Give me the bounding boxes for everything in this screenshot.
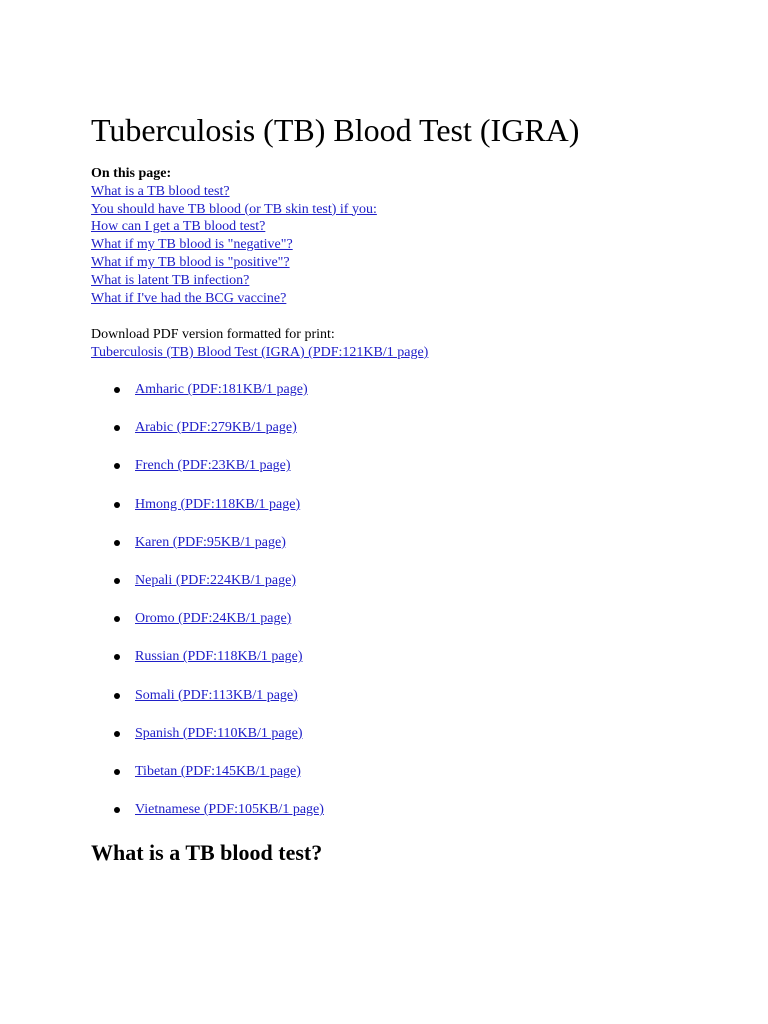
- list-item: [91, 374, 324, 412]
- language-link-somali[interactable]: Somali (PDF:113KB/1 page): [135, 687, 298, 703]
- toc-link-negative-result[interactable]: What if my TB blood is "negative"?: [91, 237, 293, 253]
- toc-link-latent-tb[interactable]: What is latent TB infection?: [91, 272, 250, 288]
- toc-link-who-should-test[interactable]: You should have TB blood (or TB skin test) if you:: [91, 201, 377, 217]
- toc-link-how-to-get-test[interactable]: How can I get a TB blood test?: [91, 219, 266, 235]
- bullet-icon: [114, 654, 120, 660]
- bullet-icon: [114, 578, 120, 584]
- download-pdf-link[interactable]: Tuberculosis (TB) Blood Test (IGRA) (PDF:121KB/1 page): [91, 345, 429, 360]
- toc-link-what-is-tb-blood-test[interactable]: What is a TB blood test?: [91, 183, 230, 199]
- toc-link-positive-result[interactable]: What if my TB blood is "positive"?: [91, 254, 290, 270]
- list-item: [91, 718, 324, 756]
- list-item: [91, 527, 324, 565]
- language-link-tibetan[interactable]: Tibetan (PDF:145KB/1 page): [135, 763, 301, 779]
- list-item: [91, 756, 324, 794]
- list-item: [91, 565, 324, 603]
- bullet-icon: [114, 616, 120, 622]
- page-title: Tuberculosis (TB) Blood Test (IGRA): [91, 112, 580, 148]
- language-pdf-list: [91, 374, 324, 832]
- list-item: [91, 450, 324, 488]
- list-item: [91, 412, 324, 450]
- toc-links: [91, 183, 377, 308]
- bullet-icon: [114, 731, 120, 737]
- toc-link-bcg-vaccine[interactable]: What if I've had the BCG vaccine?: [91, 290, 287, 306]
- list-item: [91, 641, 324, 679]
- bullet-icon: [114, 769, 120, 775]
- language-link-spanish[interactable]: Spanish (PDF:110KB/1 page): [135, 725, 303, 741]
- language-link-oromo[interactable]: Oromo (PDF:24KB/1 page): [135, 611, 292, 627]
- download-section: [91, 326, 428, 362]
- bullet-icon: [114, 502, 120, 508]
- bullet-icon: [114, 693, 120, 699]
- bullet-icon: [114, 425, 120, 431]
- language-link-amharic[interactable]: Amharic (PDF:181KB/1 page): [135, 382, 308, 397]
- language-link-karen[interactable]: Karen (PDF:95KB/1 page): [135, 534, 286, 550]
- list-item: [91, 680, 324, 718]
- bullet-icon: [114, 807, 120, 813]
- list-item: [91, 794, 324, 832]
- table-of-contents: [91, 165, 377, 307]
- language-link-vietnamese[interactable]: Vietnamese (PDF:105KB/1 page): [135, 802, 324, 818]
- bullet-icon: [114, 463, 120, 469]
- language-link-hmong[interactable]: Hmong (PDF:118KB/1 page): [135, 496, 301, 512]
- bullet-icon: [114, 540, 120, 546]
- language-link-russian[interactable]: Russian (PDF:118KB/1 page): [135, 649, 303, 665]
- bullet-icon: [114, 387, 120, 393]
- section-heading: What is a TB blood test?: [91, 840, 323, 865]
- download-label: Download PDF version formatted for print:: [91, 327, 335, 342]
- language-link-french[interactable]: French (PDF:23KB/1 page): [135, 458, 291, 474]
- language-link-arabic[interactable]: Arabic (PDF:279KB/1 page): [135, 420, 297, 436]
- list-item: [91, 489, 324, 527]
- toc-heading: On this page:: [91, 166, 172, 181]
- list-item: [91, 603, 324, 641]
- language-link-nepali[interactable]: Nepali (PDF:224KB/1 page): [135, 572, 296, 588]
